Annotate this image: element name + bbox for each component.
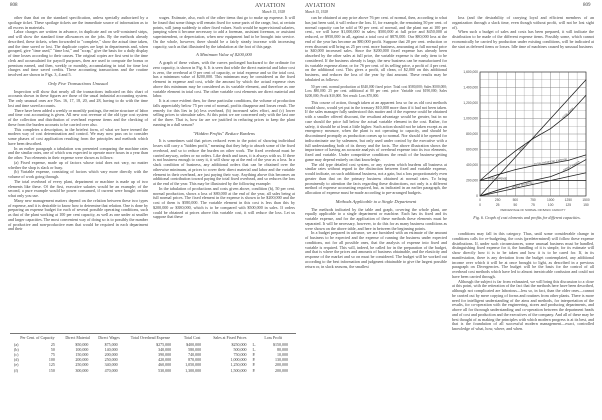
table-cell: 250,000 xyxy=(104,357,118,363)
data-point xyxy=(533,180,534,181)
x-tick-label-secondary: 75 xyxy=(531,203,535,207)
y-tick-label: 200,000 xyxy=(466,178,478,183)
x-tick-label: 0 xyxy=(479,198,481,202)
table-cell: 50 xyxy=(50,346,55,352)
table-cell: 740,000 xyxy=(188,352,202,357)
table-cell: (f) xyxy=(14,367,18,373)
data-point xyxy=(586,159,587,160)
section-heading: Only Five Transactions Unusual xyxy=(48,80,108,86)
x-tick-label-secondary: 0 xyxy=(479,203,481,207)
section-heading: A Minimum Value of $200,000 xyxy=(196,52,252,58)
paragraph: This completes a description, in the briefest form, of what we have termed the modern way of cost determination and control. We may now pass on to consider some phases of cost application resulting from the principles and methods which have been described. xyxy=(8,126,148,146)
data-point xyxy=(533,138,534,139)
paragraph: The total overhead of every plant, department or machine is made up of two elements like these. Of the first, executive salaries would be an example; of the second, a pure example would be power consumed, if current were bought certain what only you use. xyxy=(8,178,148,198)
paragraph: This course of action, though taken at an apparent loss so far as old cost methods would show, would yet put in the treasury $10,000 more than if it had not been taken. If the sales manager fully understood this matter and if the expense could be obtained with a smaller offered discount, the resultant advantage would be greater, but in no case should the price fall below the actual variable element in the cost. Rather, for safety, it should be at least a little higher. Such action should not be taken except as an emergency measure, when the plant is not operating to capacity, and should be discontinued promptly as production comes up to normal. Nor should it be opened for indiscriminate use by salesmen, but only used under control by the executive with a full understanding both of its theory and the facts. The above illustration shows the importance of having an accurate analysis of overhead expense into its two elements, fixed and variable. Under competitive conditions the result of the business-getting game may depend entirely on that knowledge. xyxy=(305,99,447,162)
y-tick-label: 1,600,000 xyxy=(463,70,478,74)
table-cell: P. xyxy=(252,362,256,368)
data-point xyxy=(568,180,569,181)
series-label: SALES xyxy=(518,144,526,153)
paragraph: conditions may fall in this category. Thus, until some considerable change in conditions calls for re-budgeting, the costs (predetermined) will follow these expense distributions. If, under such circumstances, some unusual business must be handled, distinguishing fixed expense for it, the handling of it is simple, for its estimate will show directly how it is to be taken and how it is to be cared for. If, in its manifestation, there is any deviation from the budget contemplated, any additional income over which it will be at once brought to light, as described in a previous paragraph on Divergencies. The budget will be the basis for the control of all overhead cost methods which have led to almost inextricable confusion and could not have been carried through. xyxy=(452,232,594,279)
paragraph: Labor charges are written in advance, in duplicate and on self-contained strips, and will show the standard time allowances on the jobs. By the methods already described, these tickets, when forwarded to "complete," show the actual time taken, and the time saved or lost. The duplicate copies are kept in departments and, when grouped, give "time used," "time lost," and "scrap," give the basis for a daily display of time losses according to their causes. The original copies are first sent to the time clerk and accumulated for payroll purposes, then are used to compute the bonus or premium earned, and then, weekly or monthly, accumulating in total for time lost charges and time saved credits. These accounting transactions and the routine involved are shown in Figs. 3, 4 and 5. xyxy=(8,29,148,77)
table-cell: 1,000,000 xyxy=(230,357,247,363)
column-header: Direct Wages xyxy=(98,335,120,340)
paragraph: The methods indicated by the table and graph, covering the whole plant, are equally applicable to a single department or machine. Each has its fixed and its variable expense, and for the application of these methods these elements must be separated. It will be necessary, however, to do this for as many business conditions as were shown on the above table, and here in between the beginning points. xyxy=(305,206,447,231)
magazine-title-left: AVIATION xyxy=(255,3,286,9)
data-point xyxy=(480,196,481,197)
table-cell: 1,050,000 xyxy=(185,362,202,368)
right-page-column-2-top xyxy=(452,16,594,68)
table-cell: 150,000 xyxy=(75,352,89,357)
table-cell: 200,000 xyxy=(275,362,288,368)
paragraph: Although the subject is far from exhausted, we will bring this discussion to a close at this point, with the reiteration of the fact that the methods here have been described, although not complicated are laborious—less so, in fact, than the older ones—cannot be carried out by mere copying of forms and routines from other plants. There is more need for intelligent understanding of the aims and methods, for interpretation of the results, for co-operation with the engineering, stores and producing departments, and above all for thorough understanding and co-operation between the department heads and of cost and production and the executives of the company. And all of these may be best thought of as making the principles with which modern progress is at its best, and that is the foundation of all successful modern management—exact, controlled knowledge of what, how, where, and when. xyxy=(452,278,594,331)
x-tick-label: 250 xyxy=(494,198,501,202)
data-point xyxy=(586,172,587,173)
table-cell: (d) xyxy=(14,357,19,363)
section-heading: Methods Applicable to a Single Department xyxy=(335,198,417,204)
table-cell: P. xyxy=(252,357,256,363)
data-point xyxy=(568,176,569,177)
table-cell: 125 xyxy=(48,362,55,368)
paragraph: 50 per cent. normal production at $340,000 fixed price: Total cost $580,000; Sales $500,000; Loss $80,000. 25 per cent. additional at 80 per cent. price: Variable cost $190,000; Sales $200,000; Profit $10,000. Net result: Loss $70,000. xyxy=(305,84,447,98)
paragraph: Inspection will show that nearly all the transactions indicated on this chart of accounts shown in these figures are those of the usual industrial accounting system. The only unusual ones are Nos. 16, 17, 18, 20, and 28, having to do with the time lost and time saved accounts. xyxy=(8,88,148,108)
data-point xyxy=(515,180,516,181)
y-tick-label: 1,200,000 xyxy=(463,101,478,105)
paragraph: (b) Variable expense, consisting of factors which vary more directly with the volume of work going through. xyxy=(8,169,148,179)
table-cell: $150,000 xyxy=(273,341,288,347)
y-tick-label: 1,400,000 xyxy=(463,85,478,90)
column-header: Total Cost xyxy=(183,335,201,340)
data-point xyxy=(497,174,498,175)
section-heading: "Hidden Profits" Reduce Burdens xyxy=(193,130,255,136)
table-cell: 100 xyxy=(48,357,55,363)
table-cell: 750,000 xyxy=(233,352,247,357)
x-axis-label: PERCENTAGE OF NORMAL OR BASIC CAPACITY xyxy=(500,208,566,212)
data-point xyxy=(480,180,481,181)
x-tick-label: 750 xyxy=(530,198,536,202)
paragraph: loss (and the desirability of carrying loyal and efficient members of an organization through a slack time, even though without profit, will not be lost sight of). xyxy=(452,16,594,30)
data-point xyxy=(586,155,587,156)
table-cell: 200,000 xyxy=(104,352,118,357)
table-cell: 80,000 xyxy=(277,346,288,352)
table-cell: 75 xyxy=(50,352,55,357)
table-cell: 10,000 xyxy=(277,352,288,357)
table-cell: 340,000 xyxy=(104,362,118,368)
table-cell: 250,000 xyxy=(75,362,89,368)
paragraph: Many new management matters depend on the relation between these two types of expense, and it is desirable to know how to determine that relation. One is done by preparing an expense budget for each of several possible operating conditions, such as that of the plant working at 100 per cent capacity, as well as one under at smaller and larger capacities. The most convenient way of doing so is to possibly the number of productive and non-productive men that would be required in each department and their xyxy=(8,197,148,232)
table-cell: L. xyxy=(252,341,256,347)
capacity-cost-table xyxy=(14,336,294,373)
table-cell: $250,000 xyxy=(231,341,247,347)
table-cell: 500,000 xyxy=(233,346,247,352)
table-cell: 580,000 xyxy=(188,346,202,352)
table-cell: (a) xyxy=(14,341,19,347)
data-point xyxy=(586,180,587,181)
data-point xyxy=(497,165,498,166)
data-point xyxy=(550,128,551,129)
y-tick-label: 0 xyxy=(476,194,478,198)
x-tick-label: 500 xyxy=(512,198,519,202)
table-cell: 1,500,000 xyxy=(230,367,247,373)
series-label: FIXED EXPENSE xyxy=(488,177,508,181)
data-point xyxy=(568,99,569,100)
series-label: TOTAL OVERHEAD EXPENSE xyxy=(533,157,568,166)
series-label: DIRECT WAGES xyxy=(562,160,581,172)
data-point xyxy=(497,190,498,191)
x-tick-label-secondary: 125 xyxy=(565,203,572,207)
paragraph: It is at once evident then, for these particular conditions, the volume of production falls appreciably below 75 per cent of normal, profits disappear and losses result. The remedy for this lies in (a) less overhead, (b) increased sales effort, and (c) lower selling prices to stimulate sales. At this point we are concerned only with the last one of the three. That is, how far are we justified in reducing prices to keep the plant running in a dull season? xyxy=(153,98,295,127)
issue-date-left: March 15, 1928 xyxy=(262,10,285,14)
x-tick-label-secondary: 100 xyxy=(547,203,554,207)
left-page-column-2 xyxy=(153,16,295,332)
column-header: Per Cent. of Capacity xyxy=(20,335,55,340)
y-tick-label: 1,000,000 xyxy=(463,116,478,121)
data-point xyxy=(515,169,516,170)
column-header: Loss Profit xyxy=(264,335,283,340)
y-tick-label: 600,000 xyxy=(466,147,478,152)
table-cell: 420,000 xyxy=(158,357,172,363)
figure-caption: Fig. 6. Graph of cost elements and profits for different capacities. xyxy=(473,215,581,220)
paragraph: wages. Estimate, also, each of the other items that go to make up expense. It will be found that some things will remain fixed for some parts of the range, but, at certain points, will jump suddenly to other fixed values. Such would be supervisional salaries, jumping when it became necessary to add a foreman, assistant foreman, or assistant superintendent, or depreciation, when new equipment had to be brought into service. On the whole, however, there should be a fairly steady increase with increasing capacity, such as that illustrated by the tabulation at the foot of this page. xyxy=(153,16,295,49)
column-header: Sales at Fixed Prices xyxy=(213,335,247,340)
table-cell: 100,000 xyxy=(75,346,89,352)
table-cell: $400,000 xyxy=(186,341,202,347)
data-point xyxy=(550,176,551,177)
magazine-title-right: AVIATION xyxy=(305,3,336,9)
table-cell: 470,000 xyxy=(104,367,118,373)
table-cell: 150 xyxy=(48,367,55,373)
table-row xyxy=(14,368,294,373)
left-page-column-1 xyxy=(8,16,148,332)
table-cell: (c) xyxy=(14,352,19,357)
x-tick-label-secondary: 50 xyxy=(513,203,518,207)
table-cell: $75,000 xyxy=(104,341,118,347)
table-cell: 300,000 xyxy=(75,367,89,373)
x-tick-label-secondary: 25 xyxy=(495,203,500,207)
column-header: Direct Material xyxy=(65,335,90,340)
table-rule xyxy=(10,333,296,334)
y-tick-label: 400,000 xyxy=(466,163,478,167)
data-point xyxy=(497,192,498,193)
paragraph: When such a budget of sales and costs has been prepared, it will indicate the distribution to be made of the different expense items. Possibly some, which cannot economically be carried by production under existing conditions, will be indicated at the start as deferred items or losses. Idle time of machines caused by unusual business xyxy=(452,29,594,49)
paragraph: In the tabulation of productions and costs given above, condition (b), 50 per cent. normal production, shows a loss of $80,000 at the end of the year, all sales being at full normal prices. The fixed element in the expense is shown to be $200,000 and the cost of them is $580,000. The variable element in this cost is less than this by $200,000 or $380,000, which is to be compared with $500,000 in sales. If orders could be obtained at prices above this variable cost, it will reduce the loss. Let us suppose that these xyxy=(153,185,295,220)
data-point xyxy=(515,151,516,152)
table-cell: 460,000 xyxy=(158,362,172,368)
paragraph: other than that on the standard specification, unless specially authorized by a spoilage ticket. These spoilage tickets are the immediate source of information as to all excess in materials. xyxy=(8,16,148,30)
column-header: Total Overhead Expense xyxy=(130,335,171,340)
y-tick-label: 800,000 xyxy=(466,132,478,136)
table-cell: 130,000 xyxy=(275,357,288,363)
series-label: TOTAL COST xyxy=(561,107,575,120)
table-cell: 200,000 xyxy=(275,367,288,373)
table-cell: (e) xyxy=(14,362,19,368)
x-tick-label: 1250 xyxy=(564,198,573,202)
paragraph: In a budget prepared in advance, we are furnished with an estimate of the amount of business to be expected and the expense of running the business under expected conditions, not for all possible ones, that the analysis of expense into fixed and variable is required. This will, indeed, be called for in the preparation of the budget, and that is where the prices and amounts of business obtainable, and the elasticity and response of the market and so on must be considered. The budget will be worked out according to the best information and judgment obtainable to give the largest possible return or, in slack seasons, the smallest xyxy=(305,230,447,269)
page-number-left: 808 xyxy=(10,3,18,8)
table-cell: 1,250,000 xyxy=(230,362,247,368)
table-cell: $275,000 xyxy=(156,341,172,347)
table-cell: $50,000 xyxy=(75,341,89,347)
table-cell: 340,000 xyxy=(158,346,172,352)
x-tick-label: 1500 xyxy=(582,198,590,202)
paragraph: The old type detailed cost system, or any system which burdens all business at similar rates without regard to the distinction between fixed and variable expense, would indicate, on such additional business, not a gain, but a loss proportionately even greater than that on the primary business obtained at normal rates. To bring prominently to attention the facts regarding these distinctions, not only is a different method of expense accounting required, but, as indicated in an earlier paragraph, the allocation of expense must be made according to pre-arranged budgets. xyxy=(305,161,447,195)
table-cell: (b) xyxy=(14,346,19,352)
data-point xyxy=(568,160,569,161)
right-page-column-2-bottom xyxy=(452,232,594,418)
table-cell: P. xyxy=(252,367,256,373)
right-page-column-1 xyxy=(305,16,447,418)
paragraph: It is sometimes said that prices reduced even to the point of showing individual losses still carry a "hidden profit," meaning that they help to absorb some of the fixed overhead, and so to reduce the burden on other work. The fixed overhead must be carried anyway, orders or no orders. Like death and taxes, it is always with us. If there is not business enough to carry it, it will show up at the end of the year as a loss. In a slack condition of business, any additional orders that can be obtained over the otherwise minimum, at prices to cover their direct material and labor and the variable element in their overhead, are just paying their way. Anything above this becomes an additional contribution toward paying the total fixed overhead, and so reduces the loss at the end of the year. This may be illustrated by the following example: xyxy=(153,138,295,186)
table-cell: 870,000 xyxy=(188,357,202,363)
table-cell: 25 xyxy=(50,341,55,347)
paragraph: can be obtained at any price above 76 per cent. of normal, then, according to what has just been said, it will reduce the loss. If, for example, the remaining 50 per cent. of normal capacity can be sold at 90 per cent. of normal, and the plant run at 100 per cent., we will have $1,000,000 in sales; $500,000 at full price and $450,000 at reduced, or $950,000 in all, against a total cost of $870,000. Our $80,000 loss at the end of the year has become an $80,000 profit. Suppose that 20 per cent. reduction or even discount will bring us 25 per cent. more business, amounting at full normal price to $40,000 increased sales. Since the $200,000 fixed expense has already been absorbed by the other sales at full price, the variable expense is the only item to be considered. If the business already is large, the new business can be manufactured for its variable expense alone, or for 76 per cent. of its selling price, a profit of 4 per cent. on the additional cost. This gives a profit, all clean, of $2,000 on this additional business, and reduces the loss of the year by that amount. These results may be tabulated as follows: xyxy=(305,16,447,82)
paragraph: A graph of these values, with the curves prolonged backward to the ordinate for zero capacity, is shown in Fig. 6. It is seen that while the direct material and labor cost is zero, the overhead at 0 per cent of capacity, or total expense and so the total cost, has a minimum value of $200,000. This minimum may be considered as the fixed element in expense and cost, while the amount by which the actual expense rises above this minimum may be considered as its variable element, and therefore as one variable element in total cost. The other variable cost elements are direct material and labor. xyxy=(153,60,295,99)
issue-date-right: March 15, 1928 xyxy=(305,10,328,14)
x-tick-label: 1000 xyxy=(546,198,555,202)
data-point xyxy=(550,118,551,119)
data-point xyxy=(586,95,587,96)
table-cell: 1,300,000 xyxy=(185,367,202,373)
table-cell: 200,000 xyxy=(75,357,89,363)
table-cell: L. xyxy=(252,346,256,352)
cost-graph-figure xyxy=(458,68,590,218)
data-point xyxy=(515,157,516,158)
data-point xyxy=(586,79,587,80)
x-tick-label-secondary: 150 xyxy=(583,203,589,207)
paragraph: There have been added a weekly or monthly postings, the entire structure of labor and time cost accounting is given. All new cost revenue of the old type cost system of the collection and distribution of overhead expense items and the checking of these from the burden accounts to be carried over also. xyxy=(8,107,148,127)
table-cell: 390,000 xyxy=(158,352,172,357)
table-cell: P. xyxy=(252,352,256,357)
paragraph: In an earlier paragraph a tabulation was presented comparing the machine rates and the similar rates, one of which was expected to operate more hours in a year than the other. Two elements in their expense were shown as follows: xyxy=(8,145,148,160)
page-number-right: 809 xyxy=(583,3,591,8)
data-point xyxy=(550,180,551,181)
table-cell: 140,000 xyxy=(104,346,118,352)
table-cell: 530,000 xyxy=(158,367,172,373)
paragraph: (a) Fixed expense, made up of factors whose total does not vary, no matter whether the shop is slack or busy. xyxy=(8,159,148,170)
series-label: DIRECT MATERIAL xyxy=(511,181,534,189)
